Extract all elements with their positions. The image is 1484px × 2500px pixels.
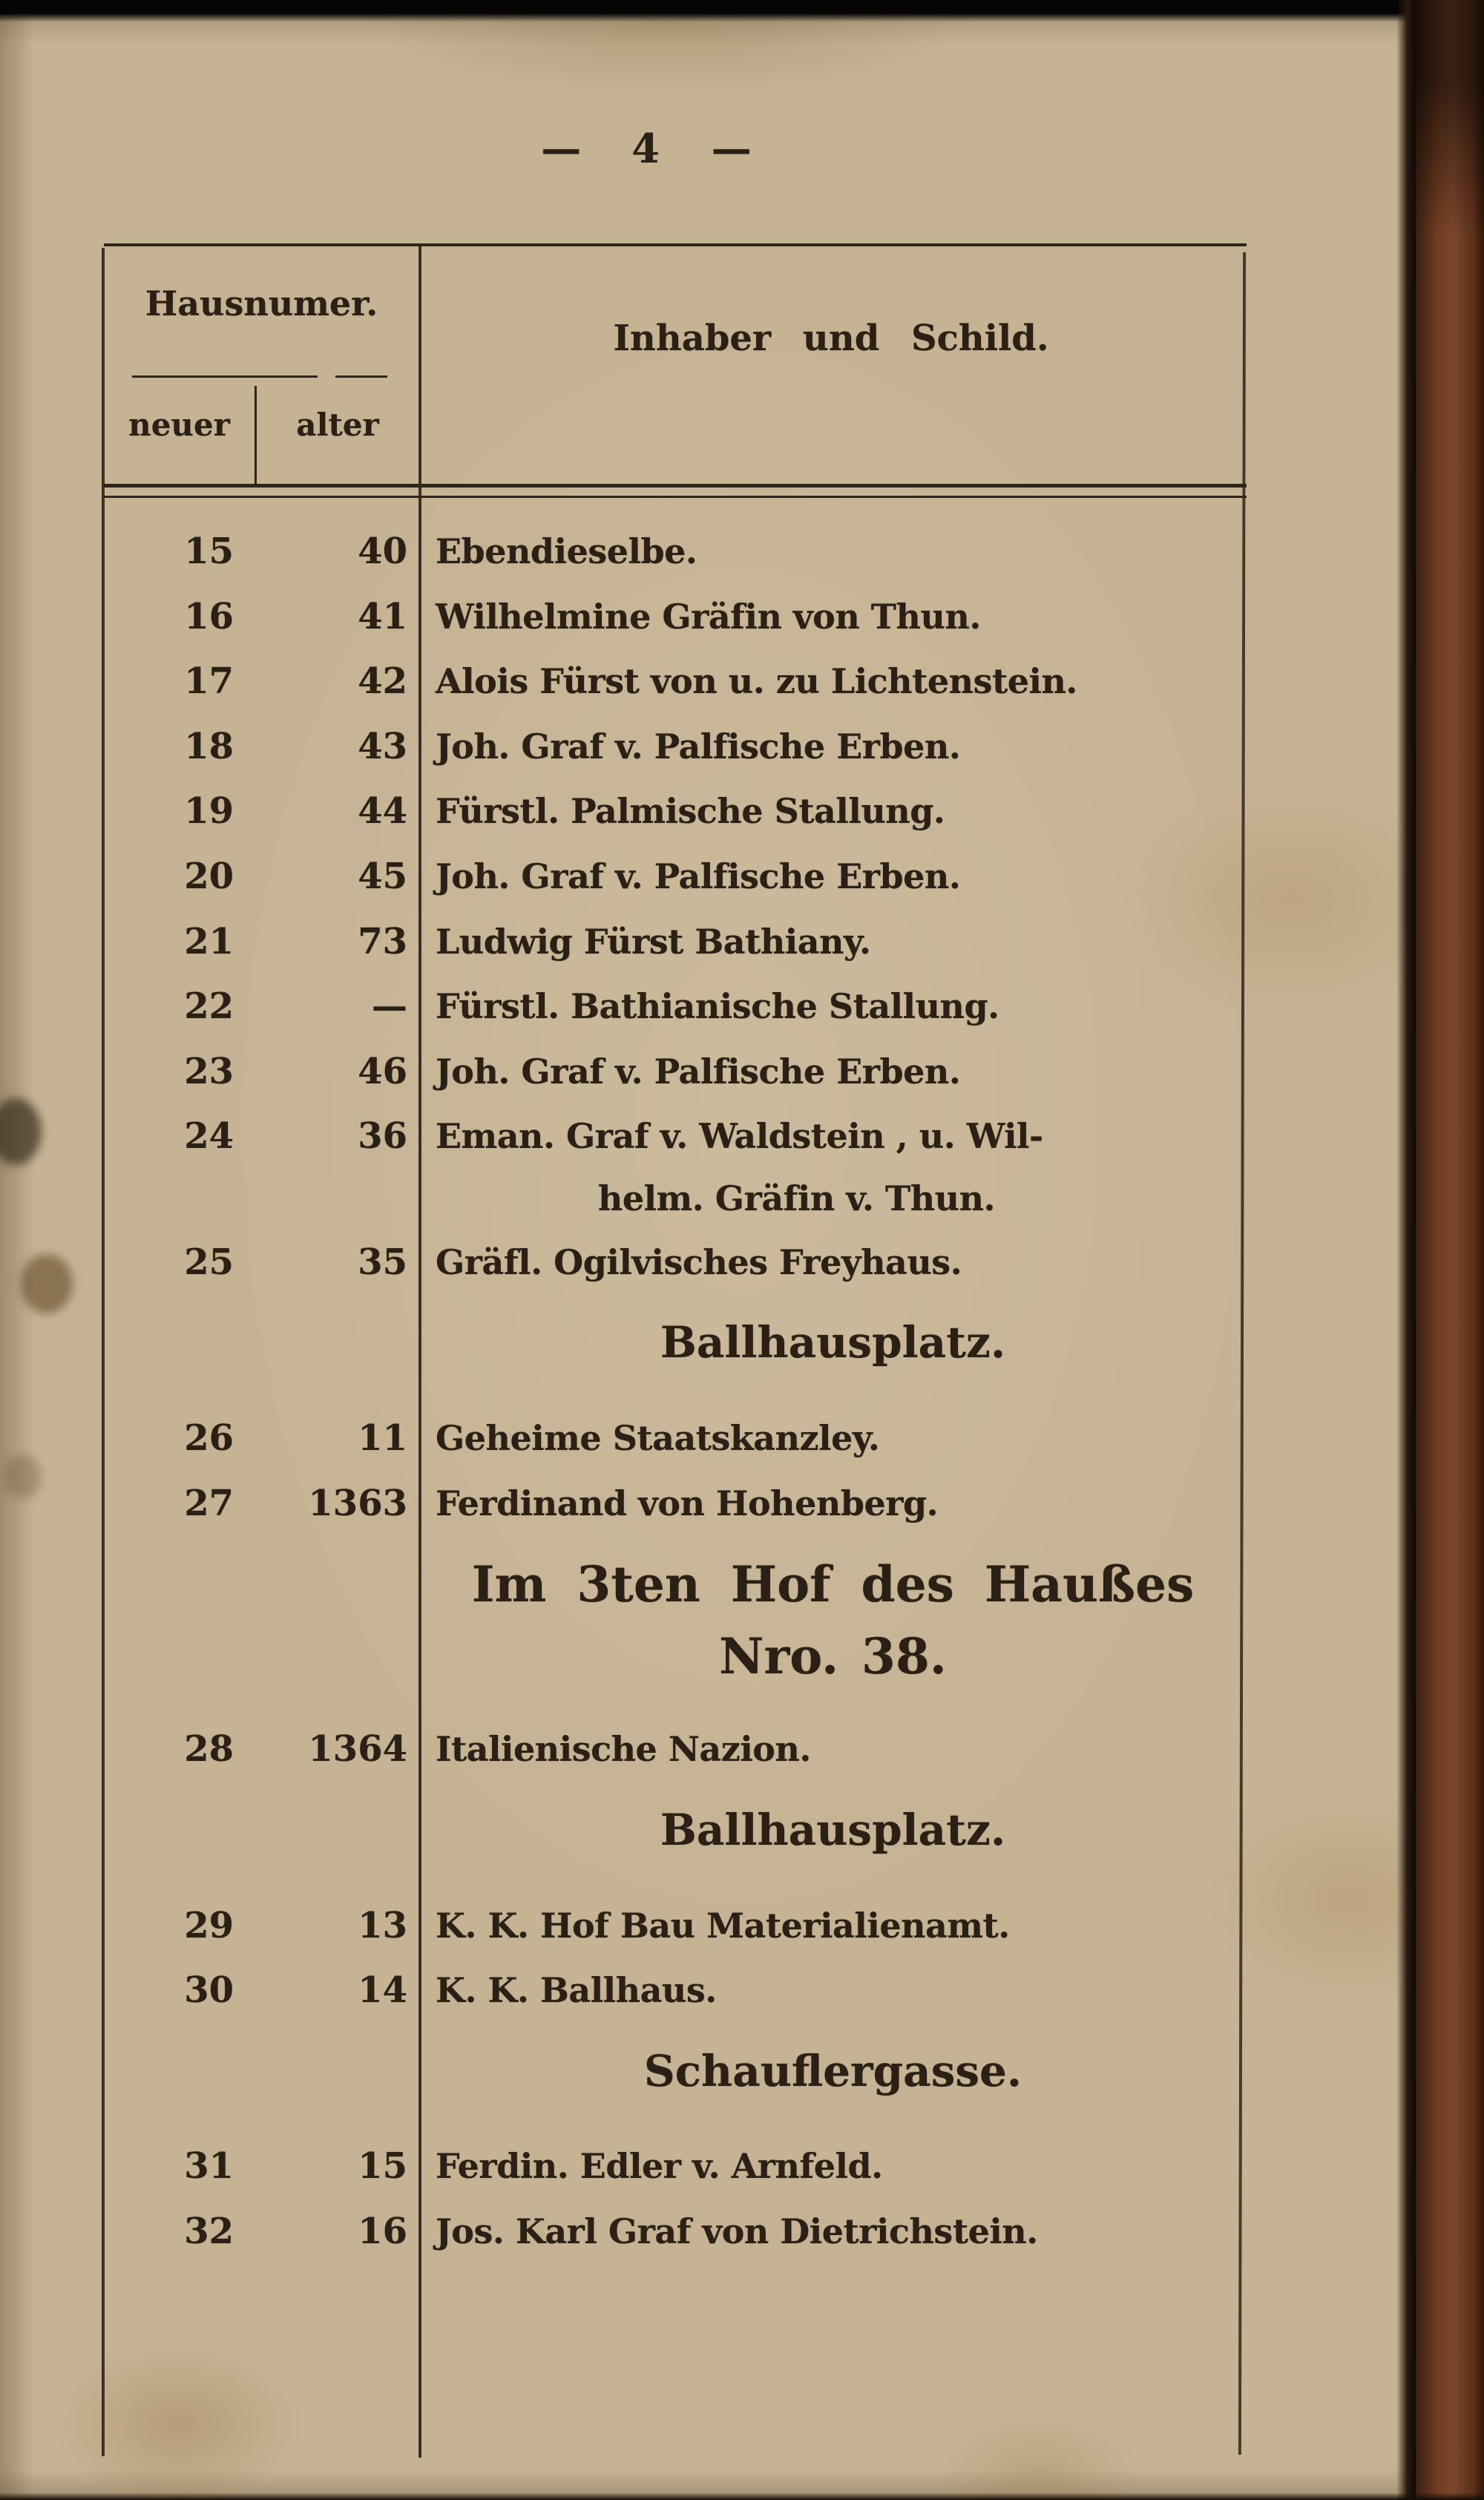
- alt-number: 36: [358, 1115, 407, 1158]
- neu-number: 19: [184, 790, 234, 833]
- inhaber-text: Gräfl. Ogilvisches Freyhaus.: [436, 1241, 962, 1282]
- column-header-hausnumer: Hausnumer.: [145, 283, 378, 324]
- neu-number: 21: [184, 920, 234, 962]
- alt-number: 14: [358, 1969, 407, 2012]
- alt-number: 40: [358, 531, 407, 572]
- neu-number: 32: [184, 2211, 234, 2253]
- column-header-neuer: neuer: [128, 407, 230, 443]
- alt-number: 42: [358, 660, 407, 703]
- inhaber-text: Fürstl. Bathianische Stallung.: [436, 986, 999, 1027]
- table-row: [104, 1472, 1247, 1537]
- inhaber-text: Italienische Nazion.: [436, 1729, 811, 1770]
- header-bottom-rule: [104, 484, 1247, 488]
- street-heading: Ballhausplatz.: [660, 1317, 1006, 1368]
- alt-number: 35: [358, 1241, 407, 1283]
- inhaber-text: Ludwig Fürst Bathiany.: [436, 921, 871, 962]
- neu-number: 23: [184, 1050, 234, 1092]
- column-header-inhaber: Inhaber und Schild.: [613, 318, 1049, 359]
- street-heading: Schauflergasse.: [643, 2045, 1022, 2096]
- neu-number: 27: [184, 1482, 234, 1524]
- table-row: [104, 1104, 1247, 1230]
- table-row: [104, 715, 1247, 780]
- hausnumer-underline: [335, 375, 387, 378]
- neu-number: 22: [184, 985, 234, 1028]
- table-row: [104, 1717, 1247, 1782]
- inhaber-text: Wilhelmine Gräfin von Thun.: [436, 596, 981, 637]
- table-row: [104, 1958, 1247, 2024]
- neu-number: 20: [184, 855, 234, 897]
- neu-number: 29: [184, 1904, 234, 1946]
- table-top-rule: [104, 243, 1247, 246]
- page-number: [475, 125, 816, 172]
- inhaber-text: Alois Fürst von u. zu Lichtenstein.: [436, 661, 1077, 702]
- neu-number: 15: [184, 531, 234, 572]
- inhaber-text: K. K. Hof Bau Materialienamt.: [436, 1905, 1010, 1946]
- street-heading: Ballhausplatz.: [660, 1805, 1006, 1856]
- alt-number: 11: [358, 1417, 407, 1459]
- table-row: [104, 910, 1247, 975]
- neu-number: 25: [184, 1241, 234, 1283]
- table-row: [104, 1230, 1247, 1296]
- alt-number: 43: [358, 725, 407, 767]
- alt-number: 44: [358, 790, 407, 833]
- table-row: [104, 974, 1247, 1040]
- alt-number: 46: [358, 1050, 407, 1092]
- neu-number: 17: [184, 660, 234, 703]
- header-bottom-rule: [104, 496, 1247, 498]
- photo-top-shadow: [0, 0, 1484, 22]
- neu-number: 18: [184, 725, 234, 767]
- inhaber-text: Ebendieselbe.: [436, 531, 697, 571]
- inhaber-text: Joh. Graf v. Palfische Erben.: [436, 726, 961, 767]
- stain-mark: [4, 1454, 42, 1499]
- table-row: [104, 779, 1247, 844]
- alt-number: 41: [358, 595, 407, 637]
- neu-number: 26: [184, 1417, 234, 1459]
- alt-number: 73: [358, 920, 407, 962]
- table-row: [104, 1040, 1247, 1105]
- alt-number: 15: [358, 2145, 407, 2188]
- page-number-dash: —: [541, 125, 580, 172]
- neu-number: 24: [184, 1115, 234, 1158]
- book-cover-edge: [1416, 0, 1484, 2500]
- table-row: [104, 1406, 1247, 1472]
- table-row: [104, 844, 1247, 910]
- alt-number: 13: [358, 1904, 407, 1946]
- alt-number: 16: [358, 2211, 407, 2253]
- table-row: [104, 2134, 1247, 2199]
- column-header-alter: alter: [296, 407, 379, 443]
- inhaber-text: Eman. Graf v. Waldstein , u. Wil- helm. Gräfin v. Thun.: [436, 1116, 1043, 1218]
- alt-number: 1364: [308, 1728, 407, 1771]
- page-edge-shadow: [1396, 0, 1416, 2500]
- neu-number: 31: [184, 2145, 234, 2188]
- alt-number: 45: [358, 855, 407, 897]
- ink-smudge: [0, 1098, 42, 1165]
- inhaber-text: Fürstl. Palmische Stallung.: [436, 791, 945, 832]
- table-row: [104, 2199, 1247, 2265]
- alt-number: —: [372, 985, 407, 1028]
- hausnumer-underline: [132, 375, 318, 378]
- neu-number: 16: [184, 595, 234, 637]
- table-row: [104, 649, 1247, 715]
- table-row: [104, 1894, 1247, 1959]
- inhaber-text: Ferdinand von Hohenberg.: [436, 1483, 939, 1523]
- page-number-dash: —: [711, 125, 750, 172]
- photo-bottom-shadow: [0, 2493, 1484, 2500]
- page-number-value: 4: [631, 125, 660, 172]
- inhaber-text: Joh. Graf v. Palfische Erben.: [436, 856, 961, 896]
- stain-mark: [21, 1254, 73, 1313]
- inhaber-text: Geheime Staatskanzley.: [436, 1417, 880, 1458]
- inhaber-text: Ferdin. Edler v. Arnfeld.: [436, 2146, 883, 2187]
- inhaber-text: K. K. Ballhaus.: [436, 1970, 717, 2011]
- table-row: [104, 519, 1247, 585]
- alt-number: 1363: [308, 1482, 407, 1524]
- table-row: [104, 585, 1247, 650]
- table-body: [104, 519, 1247, 2265]
- inhaber-text: Joh. Graf v. Palfische Erben.: [436, 1051, 961, 1092]
- street-heading: Im 3ten Hof des Haußes Nro. 38.: [471, 1555, 1195, 1686]
- neu-number: 30: [184, 1969, 234, 2012]
- inhaber-text: Jos. Karl Graf von Dietrichstein.: [436, 2211, 1038, 2252]
- neu-number: 28: [184, 1728, 234, 1771]
